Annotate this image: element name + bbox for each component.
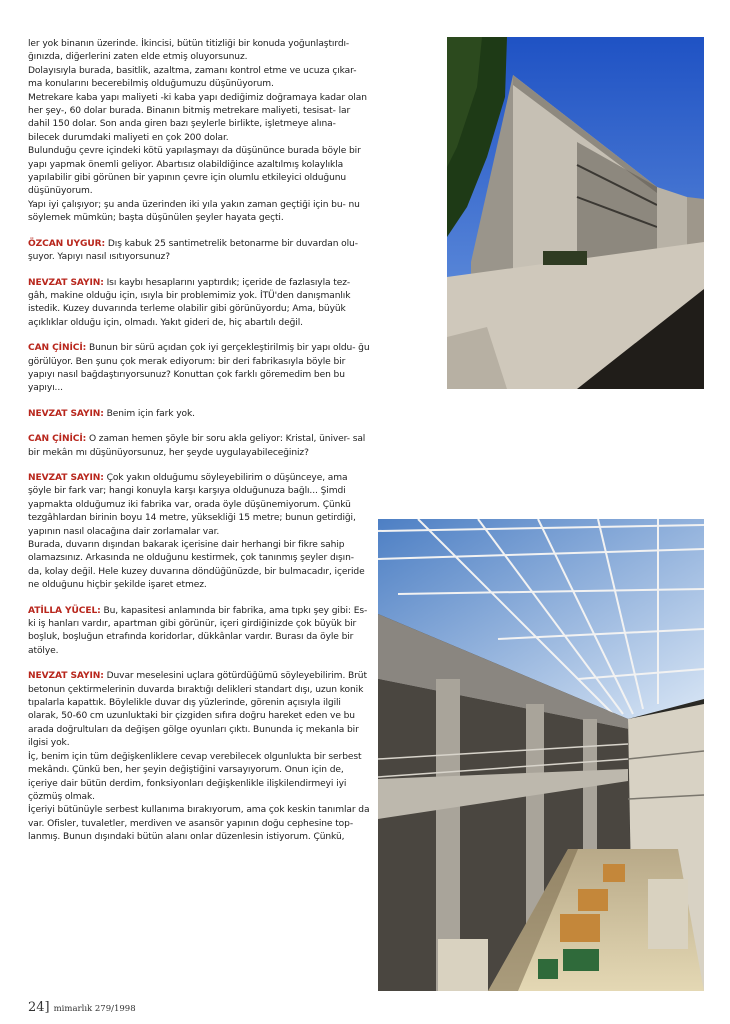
paragraph: NEVZAT SAYIN: Isı kaybı hesaplarını yaptırdık; içeride de fazlasıyla tez- gâh, makine olduğu için, ısıyla bir problemimiz yok. İTÜ'den danışmanlık istedik. Kuzey duvarında terleme olabilir gibi görünüyordu; Ama, büyük açıklıklar olduğu için, olmadı. Yakıt gideri de, hiç abartılı değil. (28, 277, 351, 328)
page-number: 24 (28, 1000, 45, 1015)
paragraph: ler yok binanın üzerinde. İkincisi, bütün titizliği bir konuda yoğunlaştırdı- ğınızda, diğerlerini zaten elde etmiş oluyorsunuz. (28, 39, 350, 63)
speaker-name: NEVZAT SAYIN: (28, 671, 104, 682)
building-exterior-photo (447, 37, 704, 389)
paragraph: Bulunduğu çevre içindeki kötü yapılaşmayı da düşününce burada böyle bir yapı yapmak önemli geliyor. Abartısız olabildiğince azaltılmış kolaylıkla yapılabilir gibi görünen bir yapının çevre için olumlu etkileyici olduğunu düşünüyorum. (28, 146, 361, 197)
speaker-name: NEVZAT SAYIN: (28, 277, 104, 288)
paragraph: ÖZCAN UYGUR: Dış kabuk 25 santimetrelik betonarme bir duvardan olu- şuyor. Yapıyı nasıl ısıtıyorsunuz? (28, 238, 358, 263)
article-text-column (28, 38, 370, 845)
paragraph: NEVZAT SAYIN: Benim için fark yok. (28, 408, 195, 419)
speaker-name: NEVZAT SAYIN: (28, 472, 104, 483)
speaker-name: CAN ÇİNİCİ: (28, 434, 87, 445)
paragraph: Metrekare kaba yapı maliyeti -ki kaba yapı dediğimiz doğramaya kadar olan her şey-, 60 dolar burada. Binanın bitmiş metrekare maliyeti, tesisat- lar dahil 150 dolar. Son anda giren bazı şeylerle birlikte, işletmeye alına- bilecek durumdaki maliyeti en çok 200 dolar. (28, 92, 367, 143)
speaker-name: ÖZCAN UYGUR: (28, 238, 106, 249)
paragraph: NEVZAT SAYIN: Çok yakın olduğumu söyleyebilirim o düşünceye, ama şöyle bir fark var; hangi konuyla karşı karşıya olduğunuza bağlı... Şimdi yapmakta olduğumuz iki fabrika var, orada öyle düşünemiyorum. Çünkü tezgâhlardan birinin boyu 14 metre, yüksekliği 15 metre; bunun getirdiği, yapının nasıl olacağına dair zorlamalar var. (28, 472, 356, 537)
paragraph: Burada, duvarın dışından bakarak içerisine dair herhangi bir fikre sahip olamazsınız. Arkasında ne olduğunu kestirmek, çok tanınmış şeyler dışın- da, kolay değil. Hele kuzey duvarına döndüğünüzde, bir bulmacadır, içeride ne olduğunu hiçbir şekilde işaret etmez. (28, 540, 365, 591)
magazine-issue: mimarlık 279/1998 (53, 1004, 136, 1014)
speaker-name: ATİLLA YÜCEL: (28, 605, 101, 616)
paragraph: Yapı iyi çalışıyor; şu anda üzerinden iki yıla yakın zaman geçtiği için bu- nu söylemek mümkün; başta düşünülen şeyler hayata geçti. (28, 199, 360, 224)
page-footer: 24] mimarlık 279/1998 (28, 1000, 136, 1015)
paragraph: İç, benim için tüm değişkenliklere cevap verebilecek olgunlukta bir serbest mekândı. Çünkü ben, her şeyin değiştiğini varsayıyorum. Onun için de, içeriye dair bütün derdim, fonksiyonları değişkenlikle ilişkilendirmeyi iyi çözmüş olmak. (28, 751, 362, 802)
speaker-name: CAN ÇİNİCİ: (28, 343, 87, 354)
paragraph: CAN ÇİNİCİ: Bunun bir sürü açıdan çok iyi gerçekleştirilmiş bir yapı oldu- ğu görülüyor. Ben şunu çok merak ediyorum: bir deri fabrikasıyla böyle bir yapıyı nasıl bağdaştırıyorsunuz? Konuttan çok farklı göremedim ben bu yapıyı... (28, 343, 370, 394)
paragraph: Dolayısıyla burada, basitlik, azaltma, zamanı kontrol etme ve ucuza çıkar- ma konularını becerebilmiş olduğumuzu düşünüyorum. (28, 65, 357, 90)
paragraph: NEVZAT SAYIN: Duvar meselesini uçlara götürdüğümü söyleyebilirim. Brüt betonun çektirmelerinin duvarda bıraktığı delikleri standart dışı, uzun konik tıpalarla kapattık. Böylelikle duvar dış yüzlerinde, görenin açısıyla ilgili olarak, 50-60 cm uzunluktaki bir çizgiden sıfıra doğru hareket eden ve bu arada doğrultuları da değişen gölge oyunları çıktı. Bununda iç mekanla bir ilgisi yok. (28, 671, 367, 749)
paragraph: ATİLLA YÜCEL: Bu, kapasitesi anlamında bir fabrika, ama tıpkı şey gibi: Es- ki iş hanları vardır, apartman gibi görünür, içeri girdiğinizde çok büyük bir boşluk, boşluğun etrafında koridorlar, dükkânlar vardır. Burası da öyle bir atölye. (28, 605, 368, 656)
paragraph: İçeriyi bütünüyle serbest kullanıma bırakıyorum, ama çok keskin tanımlar da var. Ofisler, tuvaletler, merdiven ve asansör yapının doğu cephesine top- lanmış. Bunun dışındaki bütün alanı onlar düzenlesin istiyorum. Çünkü, (28, 805, 370, 843)
atrium-interior-photo (378, 519, 704, 991)
speaker-name: NEVZAT SAYIN: (28, 408, 104, 419)
paragraph: CAN ÇİNİCİ: O zaman hemen şöyle bir soru akla geliyor: Kristal, üniver- sal bir mekân mı düşünüyorsunuz, her şeyde uygulayabileceğiniz? (28, 434, 366, 458)
